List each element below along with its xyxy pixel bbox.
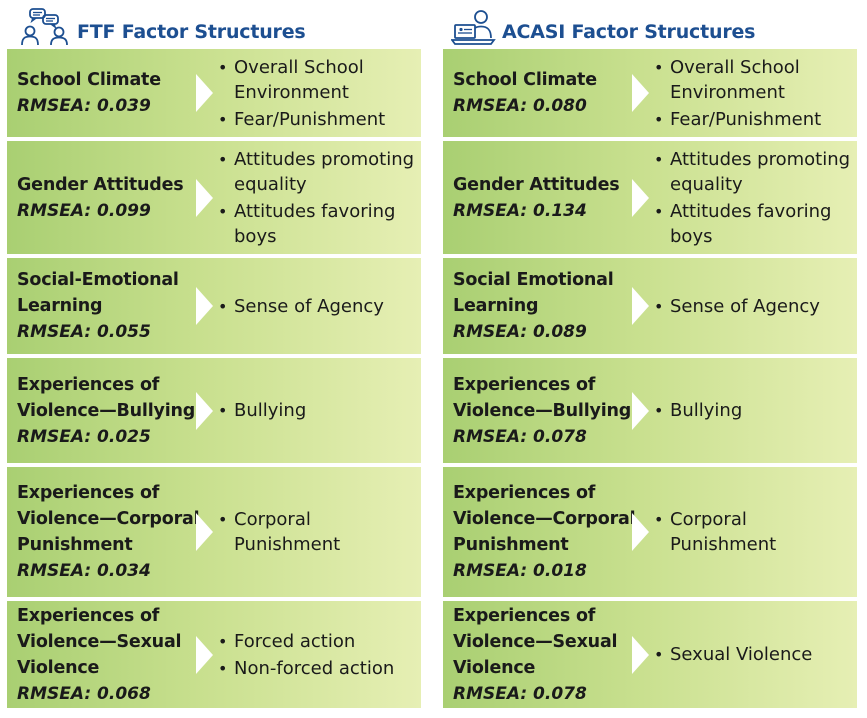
subfactor-label: Attitudes favoring boys xyxy=(234,200,396,247)
bullet-icon: • xyxy=(218,296,228,316)
acasi-factor-row xyxy=(443,467,857,597)
subfactor-item xyxy=(654,107,853,132)
factor-label-group xyxy=(453,467,638,597)
rmsea-value: RMSEA: 0.089 xyxy=(453,322,587,342)
chevron-right-icon xyxy=(196,74,213,112)
ftf-panel-header xyxy=(7,0,421,49)
subfactor-label: Sense of Agency xyxy=(670,295,820,317)
subfactor-list xyxy=(654,467,853,597)
subfactor-label: Sense of Agency xyxy=(234,295,384,317)
factor-label-group xyxy=(453,358,638,463)
bullet-icon: • xyxy=(218,57,228,77)
acasi-panel-header xyxy=(443,0,857,49)
factor-name: Experiences of Violence—Sexual Violence xyxy=(17,605,182,678)
computer-user-icon xyxy=(451,8,499,46)
rmsea-value: RMSEA: 0.025 xyxy=(17,426,151,447)
subfactor-list xyxy=(654,358,853,463)
factor-name: Experiences of Violence—Bullying xyxy=(453,374,632,421)
factor-name: School Climate xyxy=(453,70,597,90)
chevron-right-icon xyxy=(632,179,649,217)
subfactor-label: Overall School Environment xyxy=(670,56,800,103)
chevron-right-icon xyxy=(196,513,213,551)
factor-name: Experiences of Violence—Corporal Punishment xyxy=(453,483,636,555)
bullet-icon: • xyxy=(218,631,228,651)
rmsea-value: RMSEA: 0.078 xyxy=(453,683,587,704)
acasi-factor-row xyxy=(443,141,857,254)
subfactor-item xyxy=(218,147,417,197)
factor-label-group xyxy=(17,49,202,137)
ftf-factor-row xyxy=(7,141,421,254)
ftf-panel xyxy=(7,0,421,718)
rmsea-value: RMSEA: 0.039 xyxy=(17,96,151,116)
bullet-icon: • xyxy=(654,296,664,316)
ftf-factor-row xyxy=(7,358,421,463)
subfactor-item xyxy=(218,107,417,132)
ftf-panel-title: FTF Factor Structures xyxy=(77,21,306,43)
subfactor-list xyxy=(218,601,417,708)
factor-name: Social Emotional Learning xyxy=(453,270,614,316)
chevron-right-icon xyxy=(632,392,649,430)
chevron-right-icon xyxy=(196,287,213,325)
chevron-right-icon xyxy=(632,287,649,325)
factor-name: Social-Emotional Learning xyxy=(17,270,179,316)
subfactor-label: Fear/Punishment xyxy=(670,108,822,130)
subfactor-item xyxy=(654,398,853,423)
subfactor-list xyxy=(654,601,853,708)
subfactor-list xyxy=(654,141,853,254)
bullet-icon: • xyxy=(654,57,664,77)
subfactor-list xyxy=(654,258,853,354)
bullet-icon: • xyxy=(218,201,228,221)
subfactor-item xyxy=(218,55,417,105)
subfactor-item xyxy=(654,55,853,105)
acasi-panel xyxy=(443,0,857,718)
factor-label-group xyxy=(453,49,638,137)
subfactor-list xyxy=(218,358,417,463)
bullet-icon: • xyxy=(654,645,664,664)
subfactor-label: Bullying xyxy=(234,400,307,421)
subfactor-item xyxy=(218,398,417,423)
subfactor-item xyxy=(218,199,417,249)
subfactor-list xyxy=(218,141,417,254)
factor-name: School Climate xyxy=(17,70,161,90)
subfactor-label: Sexual Violence xyxy=(670,644,813,665)
ftf-factor-row xyxy=(7,601,421,708)
factor-name: Experiences of Violence—Bullying xyxy=(17,374,196,421)
bullet-icon: • xyxy=(654,401,664,420)
subfactor-label: Non-forced action xyxy=(234,657,395,679)
acasi-factor-row xyxy=(443,601,857,708)
factor-name: Gender Attitudes xyxy=(17,174,184,195)
subfactor-item xyxy=(654,294,853,319)
chevron-right-icon xyxy=(196,636,213,674)
factor-label-group xyxy=(17,141,202,254)
subfactor-item xyxy=(654,147,853,197)
rmsea-value: RMSEA: 0.099 xyxy=(17,200,151,221)
ftf-factor-row xyxy=(7,49,421,137)
rmsea-value: RMSEA: 0.134 xyxy=(453,200,587,221)
chat-people-icon xyxy=(21,8,69,46)
subfactor-label: Corporal Punishment xyxy=(670,509,777,555)
chevron-right-icon xyxy=(632,513,649,551)
acasi-factor-row xyxy=(443,358,857,463)
subfactor-label: Fear/Punishment xyxy=(234,108,386,130)
subfactor-label: Attitudes promoting equality xyxy=(670,148,851,195)
subfactor-label: Bullying xyxy=(670,400,743,421)
rmsea-value: RMSEA: 0.080 xyxy=(453,96,587,116)
rmsea-value: RMSEA: 0.034 xyxy=(17,561,151,581)
bullet-icon: • xyxy=(654,201,664,221)
rmsea-value: RMSEA: 0.078 xyxy=(453,426,587,447)
bullet-icon: • xyxy=(218,658,228,678)
factor-label-group xyxy=(453,601,638,708)
subfactor-list xyxy=(654,49,853,137)
bullet-icon: • xyxy=(218,401,228,420)
factor-label-group xyxy=(17,358,202,463)
acasi-factor-row xyxy=(443,49,857,137)
subfactor-item xyxy=(218,629,417,654)
bullet-icon: • xyxy=(654,109,664,129)
ftf-factor-row xyxy=(7,258,421,354)
chevron-right-icon xyxy=(196,179,213,217)
chevron-right-icon xyxy=(196,392,213,430)
subfactor-list xyxy=(218,258,417,354)
factor-label-group xyxy=(453,141,638,254)
subfactor-list xyxy=(218,49,417,137)
rmsea-value: RMSEA: 0.018 xyxy=(453,561,587,581)
subfactor-label: Attitudes promoting equality xyxy=(234,148,415,195)
subfactor-item xyxy=(654,199,853,249)
subfactor-label: Forced action xyxy=(234,630,356,652)
rmsea-value: RMSEA: 0.068 xyxy=(17,683,151,704)
subfactor-item xyxy=(654,507,853,557)
subfactor-label: Overall School Environment xyxy=(234,56,364,103)
factor-label-group xyxy=(453,258,638,354)
chevron-right-icon xyxy=(632,636,649,674)
acasi-factor-row xyxy=(443,258,857,354)
factor-label-group xyxy=(17,601,202,708)
subfactor-item xyxy=(218,656,417,681)
bullet-icon: • xyxy=(654,510,664,529)
bullet-icon: • xyxy=(218,510,228,529)
subfactor-label: Attitudes favoring boys xyxy=(670,200,832,247)
bullet-icon: • xyxy=(218,109,228,129)
bullet-icon: • xyxy=(654,149,664,169)
factor-name: Experiences of Violence—Sexual Violence xyxy=(453,605,618,678)
factor-name: Gender Attitudes xyxy=(453,174,620,195)
factor-label-group xyxy=(17,258,202,354)
bullet-icon: • xyxy=(218,149,228,169)
rmsea-value: RMSEA: 0.055 xyxy=(17,322,151,342)
subfactor-item xyxy=(654,642,853,667)
ftf-factor-row xyxy=(7,467,421,597)
subfactor-item xyxy=(218,507,417,557)
factor-label-group xyxy=(17,467,202,597)
subfactor-list xyxy=(218,467,417,597)
factor-name: Experiences of Violence—Corporal Punishment xyxy=(17,483,200,555)
subfactor-label: Corporal Punishment xyxy=(234,509,341,555)
subfactor-item xyxy=(218,294,417,319)
chevron-right-icon xyxy=(632,74,649,112)
acasi-panel-title: ACASI Factor Structures xyxy=(502,21,756,43)
